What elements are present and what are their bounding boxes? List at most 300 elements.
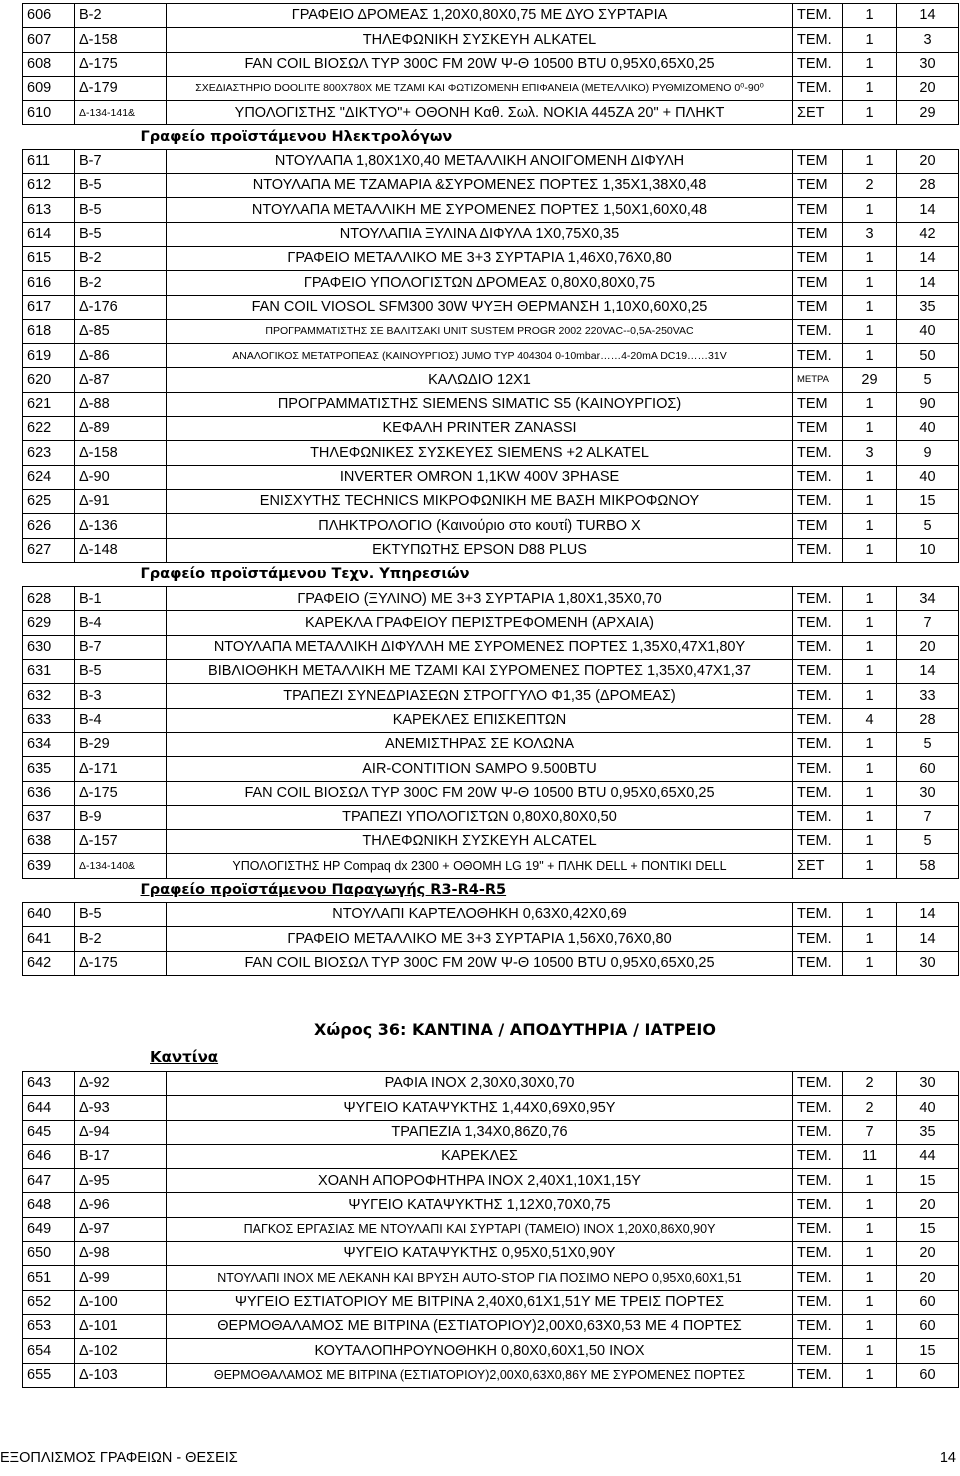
item-number: 631: [23, 660, 75, 684]
item-position: 40: [897, 1096, 959, 1120]
item-unit: ΤΕΜ: [793, 392, 843, 416]
item-position: 20: [897, 1266, 959, 1290]
item-unit: ΤΕΜ.: [793, 1193, 843, 1217]
item-number: 609: [23, 76, 75, 100]
item-description: ΑΝΕΜΙΣΤΗΡΑΣ ΣΕ ΚΟΛΩΝΑ: [167, 732, 793, 756]
item-position: 5: [897, 830, 959, 854]
item-description: ΨΥΓΕΙΟ ΚΑΤΑΨΥΚΤΗΣ 0,95Χ0,51Χ0,90Υ: [167, 1242, 793, 1266]
item-quantity: 1: [843, 1217, 897, 1241]
item-quantity: 1: [843, 587, 897, 611]
item-quantity: 1: [843, 489, 897, 513]
table-row: [23, 708, 959, 732]
item-code: Δ-134-140&: [75, 854, 167, 878]
item-code: Δ-93: [75, 1096, 167, 1120]
item-position: 14: [897, 246, 959, 270]
table-row: [23, 587, 959, 611]
page-number: 14: [939, 1450, 956, 1466]
item-unit: ΤΕΜ.: [793, 489, 843, 513]
item-quantity: 3: [843, 222, 897, 246]
item-position: 14: [897, 4, 959, 28]
item-position: 35: [897, 1120, 959, 1144]
item-position: 5: [897, 732, 959, 756]
item-position: 33: [897, 684, 959, 708]
item-quantity: 1: [843, 344, 897, 368]
space-title-text: Χώρος 36: ΚΑΝΤΙΝΑ / ΑΠΟΔΥΤΗΡΙΑ / ΙΑΤΡΕΙΟ: [314, 1020, 716, 1039]
item-code: Δ-85: [75, 319, 167, 343]
item-description: ΥΠΟΛΟΓΙΣΤΗΣ "ΔΙΚΤΥΟ"+ ΟΘΟΝΗ Καθ. Σωλ. ΝΟΚΙΑ 445ΖΑ 20" + ΠΛΗΚΤ: [167, 101, 793, 125]
item-description: ΝΤΟΥΛΑΠΑ ΜΕΤΑΛΛΙΚΗ ΔΙΦΥΛΛΗ ΜΕ ΣΥΡΟΜΕΝΕΣ ΠΟΡΤΕΣ 1,35Χ0,47Χ1,80Υ: [167, 635, 793, 659]
item-number: 622: [23, 417, 75, 441]
section-title: Γραφείο προϊστάμενου Τεχν. Υπηρεσιών: [140, 566, 470, 583]
item-code: Β-5: [75, 902, 167, 926]
item-unit: ΤΕΜ: [793, 417, 843, 441]
item-number: 630: [23, 635, 75, 659]
item-description: ΡΑΦΙΑ ΙΝΟΧ 2,30Χ0,30Χ0,70: [167, 1072, 793, 1096]
item-number: 606: [23, 4, 75, 28]
section-title: Γραφείο προϊστάμενου Παραγωγής R3-R4-R5: [140, 882, 507, 899]
item-position: 20: [897, 1193, 959, 1217]
item-number: 629: [23, 611, 75, 635]
table-row: [23, 830, 959, 854]
item-position: 58: [897, 854, 959, 878]
item-code: Β-5: [75, 222, 167, 246]
item-unit: ΤΕΜ: [793, 222, 843, 246]
item-description: ΕΝΙΣΧΥΤΗΣ TECHNICS ΜΙΚΡΟΦΩΝΙΚΗ ΜΕ ΒΑΣΗ ΜΙΚΡΟΦΩΝΟΥ: [167, 489, 793, 513]
item-description: ΚΑΡΕΚΛΕΣ: [167, 1144, 793, 1168]
item-number: 613: [23, 198, 75, 222]
table-row: [23, 781, 959, 805]
item-description: ΤΡΑΠΕΖΙ ΣΥΝΕΔΡΙΑΣΕΩΝ ΣΤΡΟΓΓΥΛΟ Φ1,35 (ΔΡΟΜΕΑΣ): [167, 684, 793, 708]
item-number: 654: [23, 1339, 75, 1363]
item-unit: ΤΕΜ: [793, 271, 843, 295]
item-number: 636: [23, 781, 75, 805]
item-quantity: 1: [843, 28, 897, 52]
table-row: [23, 28, 959, 52]
table-row: [23, 222, 959, 246]
table-row: [23, 805, 959, 829]
item-description: ΘΕΡΜΟΘΑΛΑΜΟΣ ΜΕ ΒΙΤΡΙΝΑ (ΕΣΤΙΑΤΟΡΙΟΥ)2,00Χ0,63Χ0,53 ΜΕ 4 ΠΟΡΤΕΣ: [167, 1314, 793, 1338]
item-unit: ΤΕΜ.: [793, 611, 843, 635]
table-row: [23, 489, 959, 513]
item-quantity: 1: [843, 1314, 897, 1338]
item-number: 615: [23, 246, 75, 270]
item-position: 14: [897, 198, 959, 222]
table-row: [23, 1290, 959, 1314]
item-number: 607: [23, 28, 75, 52]
item-position: 3: [897, 28, 959, 52]
item-code: Β-2: [75, 927, 167, 951]
table-row: [23, 757, 959, 781]
item-description: ΤΗΛΕΦΩΝΙΚΗ ΣΥΣΚΕΥΗ ALKATEL: [167, 28, 793, 52]
item-unit: ΤΕΜ.: [793, 319, 843, 343]
item-description: FAN COIL ΒΙΟΣΩΛ ΤΥΡ 300C FM 20W Ψ-Θ 10500 BTU 0,95Χ0,65Χ0,25: [167, 781, 793, 805]
table-row: [23, 1096, 959, 1120]
item-code: Β-5: [75, 174, 167, 198]
item-number: 655: [23, 1363, 75, 1387]
item-quantity: 1: [843, 417, 897, 441]
item-unit: ΤΕΜ.: [793, 1217, 843, 1241]
item-number: 642: [23, 951, 75, 975]
item-quantity: 1: [843, 781, 897, 805]
item-number: 634: [23, 732, 75, 756]
table-row: [23, 271, 959, 295]
item-description: ΓΡΑΦΕΙΟ (ΞΥΛΙΝΟ) ΜΕ 3+3 ΣΥΡΤΑΡΙΑ 1,80Χ1,35Χ0,70: [167, 587, 793, 611]
item-code: Δ-88: [75, 392, 167, 416]
item-description: ΘΕΡΜΟΘΑΛΑΜΟΣ ΜΕ ΒΙΤΡΙΝΑ (ΕΣΤΙΑΤΟΡΙΟΥ)2,00Χ0,63Χ0,86Υ ΜΕ ΣΥΡΟΜΕΝΕΣ ΠΟΡΤΕΣ: [167, 1363, 793, 1387]
item-number: 632: [23, 684, 75, 708]
table-row: [23, 76, 959, 100]
item-code: Β-1: [75, 587, 167, 611]
item-unit: ΤΕΜ.: [793, 1144, 843, 1168]
item-description: ΚΑΛΩΔΙΟ 12Χ1: [167, 368, 793, 392]
item-position: 40: [897, 319, 959, 343]
item-code: Δ-99: [75, 1266, 167, 1290]
item-quantity: 1: [843, 1339, 897, 1363]
item-number: 617: [23, 295, 75, 319]
item-unit: ΤΕΜ.: [793, 1339, 843, 1363]
item-number: 651: [23, 1266, 75, 1290]
table-row: [23, 344, 959, 368]
item-code: Β-4: [75, 708, 167, 732]
item-description: ΝΤΟΥΛΑΠΙ ΚΑΡΤΕΛΟΘΗΚΗ 0,63Χ0,42Χ0,69: [167, 902, 793, 926]
item-description: ΨΥΓΕΙΟ ΚΑΤΑΨΥΚΤΗΣ 1,44Χ0,69Χ0,95Υ: [167, 1096, 793, 1120]
item-unit: ΤΕΜ.: [793, 635, 843, 659]
item-unit: ΤΕΜ.: [793, 28, 843, 52]
table-row: [23, 392, 959, 416]
item-unit: ΤΕΜ.: [793, 441, 843, 465]
item-quantity: 29: [843, 368, 897, 392]
item-unit: ΤΕΜ.: [793, 902, 843, 926]
table-row: [23, 1242, 959, 1266]
table-row: [23, 1339, 959, 1363]
item-code: Δ-136: [75, 514, 167, 538]
item-number: 624: [23, 465, 75, 489]
item-position: 20: [897, 1242, 959, 1266]
space-title: [0, 1020, 960, 1039]
item-quantity: 1: [843, 1290, 897, 1314]
inventory-table-canteen: [22, 1071, 959, 1388]
item-number: 621: [23, 392, 75, 416]
item-unit: ΤΕΜ.: [793, 1290, 843, 1314]
item-unit: ΤΕΜ.: [793, 1363, 843, 1387]
item-unit: ΤΕΜ.: [793, 1096, 843, 1120]
item-number: 635: [23, 757, 75, 781]
item-code: Δ-100: [75, 1290, 167, 1314]
item-unit: ΤΕΜ.: [793, 660, 843, 684]
item-description: ΥΠΟΛΟΓΙΣΤΗΣ HP Compaq dx 2300 + ΟΘΟΜΗ LG 19" + ΠΛΗΚ DELL + ΠΟΝΤΙΚΙ DELL: [167, 854, 793, 878]
table-row: [23, 951, 959, 975]
item-number: 639: [23, 854, 75, 878]
item-code: Δ-175: [75, 951, 167, 975]
item-code: Β-3: [75, 684, 167, 708]
item-position: 15: [897, 1169, 959, 1193]
item-code: Δ-134-141&: [75, 101, 167, 125]
item-description: INVERTER OMRON 1,1KW 400V 3PHASE: [167, 465, 793, 489]
item-description: ΓΡΑΦΕΙΟ ΥΠΟΛΟΓΙΣΤΩΝ ΔΡΟΜΕΑΣ 0,80Χ0,80Χ0,75: [167, 271, 793, 295]
item-position: 60: [897, 1363, 959, 1387]
item-description: ΝΤΟΥΛΑΠΑ ΜΕ ΤΖΑΜΑΡΙΑ &ΣΥΡΟΜΕΝΕΣ ΠΟΡΤΕΣ 1,35Χ1,38Χ0,48: [167, 174, 793, 198]
item-number: 653: [23, 1314, 75, 1338]
item-position: 44: [897, 1144, 959, 1168]
item-quantity: 1: [843, 101, 897, 125]
item-quantity: 1: [843, 805, 897, 829]
item-code: Δ-175: [75, 781, 167, 805]
item-unit: ΤΕΜ.: [793, 1120, 843, 1144]
item-description: ΝΤΟΥΛΑΠΙΑ ΞΥΛΙΝΑ ΔΙΦΥΛΑ 1Χ0,75Χ0,35: [167, 222, 793, 246]
item-code: Δ-90: [75, 465, 167, 489]
item-position: 7: [897, 805, 959, 829]
item-number: 616: [23, 271, 75, 295]
item-code: Β-9: [75, 805, 167, 829]
item-description: ΨΥΓΕΙΟ ΕΣΤΙΑΤΟΡΙΟΥ ΜΕ ΒΙΤΡΙΝΑ 2,40Χ0,61Χ1,51Υ ΜΕ ΤΡΕΙΣ ΠΟΡΤΕΣ: [167, 1290, 793, 1314]
item-unit: ΤΕΜ.: [793, 732, 843, 756]
item-unit: ΤΕΜ.: [793, 538, 843, 562]
item-quantity: 1: [843, 514, 897, 538]
item-quantity: 1: [843, 611, 897, 635]
item-quantity: 1: [843, 465, 897, 489]
item-unit: ΤΕΜ: [793, 174, 843, 198]
item-number: 641: [23, 927, 75, 951]
table-row: [23, 1266, 959, 1290]
item-number: 612: [23, 174, 75, 198]
item-position: 30: [897, 951, 959, 975]
item-quantity: 1: [843, 1266, 897, 1290]
item-quantity: 1: [843, 927, 897, 951]
table-row: [23, 1120, 959, 1144]
footer-title: ΕΞΟΠΛΙΣΜΟΣ ΓΡΑΦΕΙΩΝ - ΘΕΣΕΙΣ: [0, 1450, 238, 1466]
item-position: 14: [897, 902, 959, 926]
item-code: Δ-148: [75, 538, 167, 562]
item-quantity: 1: [843, 76, 897, 100]
item-number: 625: [23, 489, 75, 513]
item-code: Δ-92: [75, 1072, 167, 1096]
item-unit: ΤΕΜ.: [793, 4, 843, 28]
item-description: ΓΡΑΦΕΙΟ ΔΡΟΜΕΑΣ 1,20Χ0,80Χ0,75 ΜΕ ΔΥΟ ΣΥΡΤΑΡΙΑ: [167, 4, 793, 28]
item-unit: ΤΕΜ.: [793, 1242, 843, 1266]
item-unit: ΤΕΜ: [793, 149, 843, 173]
item-description: ΚΕΦΑΛΗ PRINTER ZANASSI: [167, 417, 793, 441]
item-number: 626: [23, 514, 75, 538]
item-description: ΝΤΟΥΛΑΠΙ ΙΝΟΧ ΜΕ ΛΕΚΑΝΗ ΚΑΙ ΒΡΥΣΗ AUTO-STOP ΓΙΑ ΠΟΣΙΜΟ ΝΕΡΟ 0,95Χ0,60Χ1,51: [167, 1266, 793, 1290]
item-unit: ΣΕΤ: [793, 101, 843, 125]
item-position: 7: [897, 611, 959, 635]
item-code: Δ-96: [75, 1193, 167, 1217]
section-heading-row: [23, 562, 959, 586]
item-quantity: 1: [843, 392, 897, 416]
item-quantity: 1: [843, 902, 897, 926]
item-description: ΝΤΟΥΛΑΠΑ ΜΕΤΑΛΛΙΚΗ ΜΕ ΣΥΡΟΜΕΝΕΣ ΠΟΡΤΕΣ 1,50Χ1,60Χ0,48: [167, 198, 793, 222]
item-position: 28: [897, 174, 959, 198]
item-number: 620: [23, 368, 75, 392]
item-quantity: 1: [843, 1193, 897, 1217]
item-number: 628: [23, 587, 75, 611]
item-quantity: 2: [843, 1096, 897, 1120]
table-row: [23, 149, 959, 173]
item-code: Δ-171: [75, 757, 167, 781]
item-position: 5: [897, 368, 959, 392]
item-position: 5: [897, 514, 959, 538]
item-description: ΠΡΟΓΡΑΜΜΑΤΙΣΤΗΣ SIEMENS SIMATIC S5 (ΚΑΙΝΟΥΡΓΙΟΣ): [167, 392, 793, 416]
item-code: Δ-95: [75, 1169, 167, 1193]
item-code: Δ-157: [75, 830, 167, 854]
item-description: ΤΗΛΕΦΩΝΙΚΕΣ ΣΥΣΚΕΥΕΣ SIEMENS +2 ALKATEL: [167, 441, 793, 465]
item-code: Δ-98: [75, 1242, 167, 1266]
item-quantity: 3: [843, 441, 897, 465]
item-quantity: 1: [843, 1363, 897, 1387]
item-quantity: 1: [843, 149, 897, 173]
item-quantity: 1: [843, 4, 897, 28]
inventory-table-offices: [22, 3, 959, 976]
item-number: 618: [23, 319, 75, 343]
table-row: [23, 368, 959, 392]
item-code: Δ-86: [75, 344, 167, 368]
item-unit: ΤΕΜ.: [793, 1169, 843, 1193]
item-description: ΚΟΥΤΑΛΟΠΗΡΟΥΝΟΘΗΚΗ 0,80Χ0,60Χ1,50 ΙΝΟΧ: [167, 1339, 793, 1363]
table-row: [23, 246, 959, 270]
item-position: 60: [897, 757, 959, 781]
item-number: 644: [23, 1096, 75, 1120]
item-number: 638: [23, 830, 75, 854]
table-row: [23, 1193, 959, 1217]
item-position: 30: [897, 52, 959, 76]
item-quantity: 2: [843, 1072, 897, 1096]
table-row: [23, 1363, 959, 1387]
item-unit: ΤΕΜ: [793, 514, 843, 538]
table-row: [23, 295, 959, 319]
item-position: 34: [897, 587, 959, 611]
item-description: ΕΚΤΥΠΩΤΗΣ EPSON D88 PLUS: [167, 538, 793, 562]
item-unit: ΤΕΜ.: [793, 1266, 843, 1290]
table-row: [23, 1314, 959, 1338]
item-unit: ΤΕΜ.: [793, 1072, 843, 1096]
item-unit: ΤΕΜ.: [793, 684, 843, 708]
table-row: [23, 417, 959, 441]
item-position: 35: [897, 295, 959, 319]
item-position: 9: [897, 441, 959, 465]
item-quantity: 1: [843, 319, 897, 343]
item-code: Δ-176: [75, 295, 167, 319]
item-position: 15: [897, 1339, 959, 1363]
table-row: [23, 732, 959, 756]
item-unit: ΤΕΜ: [793, 198, 843, 222]
item-description: ΠΑΓΚΟΣ ΕΡΓΑΣΙΑΣ ΜΕ ΝΤΟΥΛΑΠΙ ΚΑΙ ΣΥΡΤΑΡΙ (ΤΑΜΕΙΟ) ΙΝΟΧ 1,20Χ0,86Χ0,90Υ: [167, 1217, 793, 1241]
item-position: 60: [897, 1314, 959, 1338]
item-number: 648: [23, 1193, 75, 1217]
item-unit: ΜΕΤΡΑ: [793, 368, 843, 392]
item-unit: ΤΕΜ.: [793, 708, 843, 732]
item-position: 20: [897, 76, 959, 100]
table-row: [23, 611, 959, 635]
table-row: [23, 101, 959, 125]
item-quantity: 1: [843, 271, 897, 295]
item-code: Δ-102: [75, 1339, 167, 1363]
item-code: Β-29: [75, 732, 167, 756]
item-description: ΨΥΓΕΙΟ ΚΑΤΑΨΥΚΤΗΣ 1,12Χ0,70Χ0,75: [167, 1193, 793, 1217]
item-position: 14: [897, 927, 959, 951]
item-unit: ΤΕΜ.: [793, 1314, 843, 1338]
item-position: 14: [897, 660, 959, 684]
table-row: [23, 514, 959, 538]
item-unit: ΤΕΜ.: [793, 830, 843, 854]
item-position: 90: [897, 392, 959, 416]
item-quantity: 1: [843, 1169, 897, 1193]
item-position: 30: [897, 781, 959, 805]
item-position: 14: [897, 271, 959, 295]
table-row: [23, 1072, 959, 1096]
table-row: [23, 854, 959, 878]
item-description: FAN COIL ΒΙΟΣΩΛ ΤΥΡ 300C FM 20W Ψ-Θ 10500 BTU 0,95Χ0,65Χ0,25: [167, 951, 793, 975]
item-unit: ΤΕΜ: [793, 246, 843, 270]
item-code: Δ-103: [75, 1363, 167, 1387]
kantina-label: Καντίνα: [150, 1048, 219, 1066]
item-code: Δ-175: [75, 52, 167, 76]
item-code: Β-7: [75, 149, 167, 173]
item-number: 619: [23, 344, 75, 368]
item-position: 60: [897, 1290, 959, 1314]
item-position: 42: [897, 222, 959, 246]
item-position: 50: [897, 344, 959, 368]
item-description: ΠΛΗΚΤΡΟΛΟΓΙΟ (Καινούριο στο κουτί) TURBO X: [167, 514, 793, 538]
item-position: 20: [897, 149, 959, 173]
item-number: 646: [23, 1144, 75, 1168]
item-quantity: 1: [843, 732, 897, 756]
table-row: [23, 660, 959, 684]
item-description: ΚΑΡΕΚΛΑ ΓΡΑΦΕΙΟΥ ΠΕΡΙΣΤΡΕΦΟΜΕΝΗ (ΑΡΧΑΙΑ): [167, 611, 793, 635]
item-quantity: 1: [843, 951, 897, 975]
item-code: Δ-158: [75, 441, 167, 465]
item-position: 20: [897, 635, 959, 659]
item-description: ΣΧΕΔΙΑΣΤΗΡΙΟ DOOLITE 800Χ780Χ ΜΕ ΤΖΑΜΙ ΚΑΙ ΦΩΤΙΖΟΜΕΝΗ ΕΠΙΦΑΝΕΙΑ (ΜΕΤΕΛΛΙΚΟ) ΡΥΘΜΙΖΟΜΕΝΟ 0⁰-90⁰: [167, 76, 793, 100]
item-number: 650: [23, 1242, 75, 1266]
item-code: Β-17: [75, 1144, 167, 1168]
item-description: ΒΙΒΛΙΟΘΗΚΗ ΜΕΤΑΛΛΙΚΗ ΜΕ ΤΖΑΜΙ ΚΑΙ ΣΥΡΟΜΕΝΕΣ ΠΟΡΤΕΣ 1,35Χ0,47Χ1,37: [167, 660, 793, 684]
item-position: 30: [897, 1072, 959, 1096]
item-quantity: 1: [843, 854, 897, 878]
item-quantity: 11: [843, 1144, 897, 1168]
item-unit: ΤΕΜ.: [793, 52, 843, 76]
item-quantity: 1: [843, 684, 897, 708]
item-number: 608: [23, 52, 75, 76]
section-heading-row: [23, 125, 959, 149]
item-description: ΚΑΡΕΚΛΕΣ ΕΠΙΣΚΕΠΤΩΝ: [167, 708, 793, 732]
item-quantity: 1: [843, 830, 897, 854]
item-number: 614: [23, 222, 75, 246]
item-unit: ΤΕΜ.: [793, 344, 843, 368]
item-code: Β-5: [75, 660, 167, 684]
item-code: Δ-101: [75, 1314, 167, 1338]
item-code: Β-2: [75, 246, 167, 270]
item-position: 15: [897, 489, 959, 513]
table-row: [23, 927, 959, 951]
item-description: ΧΟΑΝΗ ΑΠΟΡΟΦΗΤΗΡΑ ΙΝΟΧ 2,40Χ1,10Χ1,15Υ: [167, 1169, 793, 1193]
item-unit: ΤΕΜ.: [793, 927, 843, 951]
item-number: 627: [23, 538, 75, 562]
item-number: 637: [23, 805, 75, 829]
table-row: [23, 635, 959, 659]
item-number: 610: [23, 101, 75, 125]
item-unit: ΤΕΜ.: [793, 805, 843, 829]
table-row: [23, 1144, 959, 1168]
item-unit: ΤΕΜ.: [793, 757, 843, 781]
item-quantity: 1: [843, 660, 897, 684]
item-code: Β-5: [75, 198, 167, 222]
item-quantity: 1: [843, 538, 897, 562]
item-number: 611: [23, 149, 75, 173]
item-quantity: 1: [843, 635, 897, 659]
table-row: [23, 4, 959, 28]
section-heading-row: [23, 878, 959, 902]
item-position: 40: [897, 465, 959, 489]
